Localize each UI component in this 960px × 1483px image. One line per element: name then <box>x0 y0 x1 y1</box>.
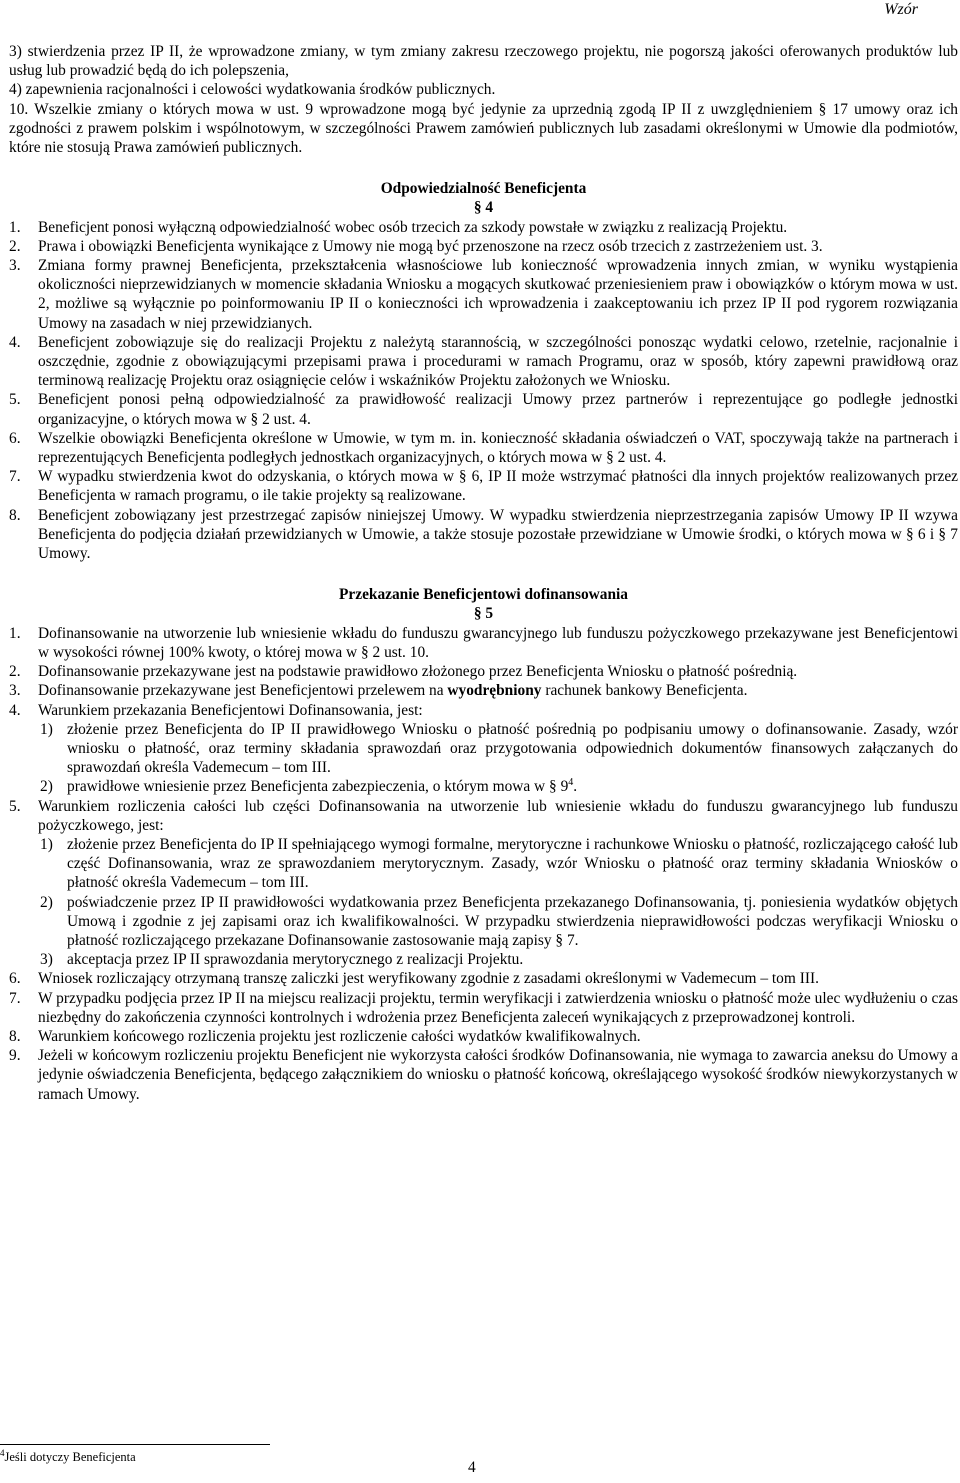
section-5-paragraph: § 5 <box>473 605 494 623</box>
footnote <box>0 1448 136 1467</box>
sub-item-text <box>67 777 958 796</box>
item-number: 7. <box>9 468 21 486</box>
item-text: W przypadku podjęcia przez IP II na miejscu realizacji projektu, termin weryfikacji i zatwierdzenia wniosku o płatność może ulec wydłużeniu o czas niezbędny do zakończenia czynności kontrolnych i wdrożenia przez Beneficjenta zaleceń wynikających z przeprowadzonej kontroli. <box>38 989 958 1026</box>
sub-item <box>9 893 958 951</box>
template-label: Wzór <box>884 1 918 18</box>
item-text: Prawa i obowiązki Beneficjenta wynikające z Umowy nie mogą być przenoszone na rzecz osób trzecich z zastrzeżeniem ust. 3. <box>38 237 823 255</box>
list-item <box>9 506 958 564</box>
sub-item <box>9 777 958 796</box>
intro-item-3: 3) stwierdzenia przez IP II, że wprowadzone zmiany, w tym zmiany zakresu rzeczowego projektu, nie pogorszą jakości oferowanych produktów lub usług lub prowadzić będą do ich polepszenia, <box>9 43 958 80</box>
item-number: 7. <box>9 989 21 1007</box>
footnote-reference[interactable]: 4 <box>568 777 574 789</box>
list-item <box>9 390 958 428</box>
footnote-separator <box>0 1444 270 1445</box>
item-text: Dofinansowanie na utworzenie lub wniesienie wkładu do funduszu gwarancyjnego lub funduszu pożyczkowego przekazywane jest Beneficjentowi w wysokości równej 100% kwoty, o której mowa w § 2 ust. 10. <box>38 624 958 661</box>
sub-item-text-end: . <box>573 778 578 796</box>
list-item <box>9 1027 958 1046</box>
section-4-title: Odpowiedzialność Beneficjenta <box>380 180 587 198</box>
item-number: 3. <box>9 682 21 700</box>
section-5-title: Przekazanie Beneficjentowi dofinansowania <box>339 586 628 604</box>
footnote-text: Jeśli dotyczy Beneficjenta <box>4 1450 136 1464</box>
list-item <box>9 681 958 700</box>
item-number: 8. <box>9 1027 21 1045</box>
list-item <box>9 701 958 720</box>
sub-item <box>9 950 958 969</box>
item-number: 4. <box>9 333 21 351</box>
item-number: 6. <box>9 429 21 447</box>
sub-item-number: 2) <box>40 893 53 911</box>
list-item <box>9 467 958 505</box>
item-number: 2. <box>9 237 21 255</box>
item-text: Beneficjent ponosi pełną odpowiedzialność za prawidłowość realizacji Umowy przez partnerów i reprezentujące go podległe jednostki organizacyjne, o których mowa w § 2 ust. 4. <box>38 391 958 428</box>
item-text: Zmiana formy prawnej Beneficjenta, przekształcenia własnościowe lub konieczność wprowadzenia innych zmian, w wyniku wystąpienia okoliczności nieprzewidzianych w momencie składania Wniosku a mogących skutkować przeniesieniem praw i obowiązków o którym mowa w ust. 2, możliwe są wyłącznie po poinformowaniu IP II o konieczności ich wprowadzenia i zaakceptowaniu ich przez IP II pod rygorem rozwiązania Umowy na zasadach w niej przewidzianych. <box>38 257 958 332</box>
item-text <box>38 681 958 700</box>
sub-item-text-main: prawidłowe wniesienie przez Beneficjenta zabezpieczenia, o którym mowa w § 9 <box>67 778 569 796</box>
list-item <box>9 256 958 333</box>
item-number: 5. <box>9 797 21 815</box>
sub-item-text: złożenie przez Beneficjenta do IP II spełniającego wymogi formalne, merytoryczne i rachunkowe Wniosku o płatność, rozliczającego całość lub część Dofinansowania, wraz ze sprawozdaniem merytorycznym. Zasady, wzór Wniosku o płatność oraz terminy składania Wniosków o płatność określa Vademecum – tom III. <box>67 835 958 892</box>
sub-item-text: złożenie przez Beneficjenta do IP II prawidłowego Wniosku o płatność pośrednią po podpisaniu umowy o dofinansowanie. Zasady, wzór wniosku o płatność, oraz terminy składania sprawozdań oraz przygotowania odpowiednich dokumentów finansowych załączanych do sprawozdań określa Vademecum – tom III. <box>67 720 958 777</box>
section-5-list <box>9 624 958 1104</box>
item-text: Warunkiem rozliczenia całości lub części Dofinansowania na utworzenie lub wniesienie wkładu do funduszu gwarancyjnego lub funduszu pożyczkowego, jest: <box>38 797 958 834</box>
item-number: 4. <box>9 701 21 719</box>
list-item <box>9 969 958 988</box>
item-number: 3. <box>9 257 21 275</box>
section-4-list <box>9 218 958 564</box>
item-number: 6. <box>9 970 21 988</box>
sub-item-number: 3) <box>40 951 53 969</box>
item-text-bold: wyodrębniony <box>447 682 542 700</box>
item-text-post: rachunek bankowy Beneficjenta. <box>541 682 748 700</box>
item-text: Wszelkie obowiązki Beneficjenta określone w Umowie, w tym m. in. konieczność składania oświadczeń o VAT, spoczywają także na partnerach i reprezentujących Beneficjenta podległych jednostkach organizacyjnych, o których mowa w § 2 ust. 4. <box>38 429 958 467</box>
item-text: Beneficjent zobowiązany jest przestrzegać zapisów niniejszej Umowy. W wypadku stwierdzenia nieprzestrzegania zapisów Umowy IP II wzywa Beneficjenta do podjęcia działań przewidzianych w Umowie, a także stosuje pozostałe przewidziane w Umowie środki, o których mowa w § 6 i § 7 Umowy. <box>38 506 958 563</box>
item-text: Warunkiem przekazania Beneficjentowi Dofinansowania, jest: <box>38 701 423 719</box>
list-item <box>9 237 958 256</box>
sub-item <box>9 835 958 893</box>
list-item <box>9 662 958 681</box>
footnote-mark: 4 <box>0 1447 5 1458</box>
document-body <box>9 42 958 1104</box>
list-item <box>9 429 958 467</box>
sub-item <box>9 720 958 778</box>
item-text-pre: Dofinansowanie przekazywane jest Beneficjentowi przelewem na <box>38 682 448 700</box>
item-text: W wypadku stwierdzenia kwot do odzyskania, o których mowa w § 6, IP II może wstrzymać płatności dla innych projektów realizowanych przez Beneficjenta w ramach programu, o ile takie projekty są realizowane. <box>38 468 958 505</box>
intro-item-10: 10. Wszelkie zmiany o których mowa w ust. 9 wprowadzone mogą być jedynie za uprzednią zgodą IP II z uwzględnieniem § 17 umowy oraz ich zgodności z prawem polskim i wspólnotowym, w szczególności Prawem zamówień publicznych lub zasadami określonymi w Umowie dla podmiotów, które nie stosują Prawa zamówień publicznych. <box>9 100 958 157</box>
item-number: 5. <box>9 391 21 409</box>
sub-item-number: 1) <box>40 835 53 853</box>
list-item <box>9 333 958 391</box>
section-4-paragraph: § 4 <box>473 199 494 217</box>
item-number: 2. <box>9 663 21 681</box>
sub-item-text: poświadczenie przez IP II prawidłowości wydatkowania przez Beneficjenta przekazanego Dofinansowania, tj. poniesienia wydatków objętych Umową i zgodnie z jej zapisami oraz ich kwalifikowalności. W przypadku stwierdzenia nieprawidłowości podczas weryfikacji Wniosku o płatność rozliczającego przekazane Dofinansowanie zastosowanie mają zapisy § 7. <box>67 893 958 949</box>
item-text: Jeżeli w końcowym rozliczeniu projektu Beneficjent nie wykorzysta całości środków Dofinansowania, nie wymaga to zawarcia aneksu do Umowy a jedynie oświadczenia Beneficjenta, będącego załącznikiem do wniosku o płatność końcową, określającego wysokość środków niewykorzystanych w ramach Umowy. <box>38 1047 958 1103</box>
list-item <box>9 1046 958 1104</box>
list-item <box>9 989 958 1027</box>
item-number: 1. <box>9 624 21 642</box>
item-text: Warunkiem końcowego rozliczenia projektu jest rozliczenie całości wydatków kwalifikowalnych. <box>38 1027 641 1045</box>
list-item <box>9 797 958 835</box>
intro-item-4: 4) zapewnienia racjonalności i celowości wydatkowania środków publicznych. <box>9 81 496 99</box>
item-text: Beneficjent ponosi wyłączną odpowiedzialność wobec osób trzecich za szkody powstałe w związku z realizacją Projektu. <box>38 218 788 236</box>
sub-item-number: 2) <box>40 778 53 796</box>
item-text: Beneficjent zobowiązuje się do realizacji Projektu z należytą starannością, w szczególności ponosząc wydatki celowo, rzetelnie, racjonalnie i oszczędnie, zgodnie z obowiązującymi przepisami prawa i procedurami w ramach Programu, oraz w sposób, który zapewni prawidłową oraz terminową realizację Projektu oraz osiągnięcie celów i wskaźników Projektu założonych we Wniosku. <box>38 333 958 390</box>
sub-item-text: akceptacja przez IP II sprawozdania merytorycznego z realizacji Projektu. <box>67 951 524 969</box>
page-number: 4 <box>468 1459 476 1476</box>
list-item <box>9 218 958 237</box>
sub-item-number: 1) <box>40 720 53 738</box>
item-text: Dofinansowanie przekazywane jest na podstawie prawidłowo złożonego przez Beneficjenta Wniosku o płatność pośrednią. <box>38 663 798 681</box>
item-number: 8. <box>9 506 21 524</box>
item-number: 9. <box>9 1047 21 1065</box>
item-text: Wniosek rozliczający otrzymaną transzę zaliczki jest weryfikowany zgodnie z zasadami określonymi w Vademecum – tom III. <box>38 970 819 988</box>
list-item <box>9 624 958 662</box>
item-number: 1. <box>9 218 21 236</box>
